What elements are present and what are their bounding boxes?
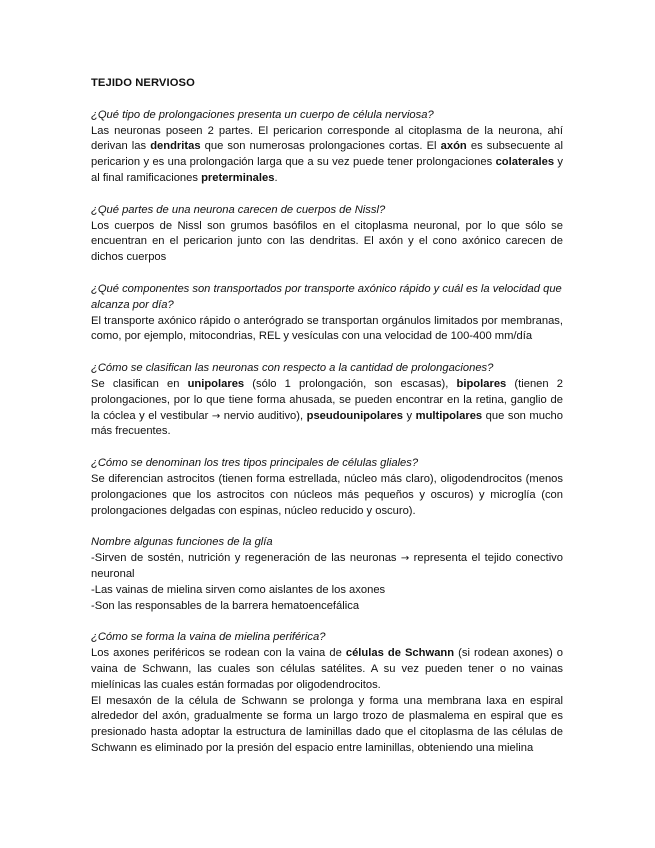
list-item-text: representa el tejido conectivo neuronal (91, 552, 563, 580)
term-pseudounipolares: pseudounipolares (306, 409, 403, 422)
answer-fragment: . (274, 171, 278, 184)
term-unipolares: unipolares (187, 377, 245, 390)
term-multipolares: multipolares (415, 409, 483, 422)
answer-text (91, 377, 563, 440)
question-text: ¿Cómo se clasifican las neuronas con respecto a la cantidad de prolongaciones? (91, 362, 494, 375)
answer-text: Los cuerpos de Nissl son grumos basófilos en el citoplasma neuronal, por lo que sólo se encuentran en el pericarion junto con las dendritas. El axón y el cono axónico carecen de dichos cuerpos (91, 219, 563, 264)
question-text: ¿Qué componentes son transportados por transporte axónico rápido y cuál es la velocidad que alcanza por día? (91, 282, 562, 311)
answer-fragment: Se clasifican en (91, 377, 188, 390)
section-prolongaciones (91, 108, 563, 187)
question-text: ¿Qué tipo de prolongaciones presenta un cuerpo de célula nerviosa? (91, 108, 434, 121)
section-clasificacion-neuronas (91, 361, 563, 440)
answer-text: El transporte axónico rápido o anterógrado se transportan orgánulos limitados por membranas, como, por ejemplo, mitocondrias, REL y vesículas con una velocidad de 100-400 mm/día (91, 314, 563, 343)
term-celulas-schwann: células de Schwann (345, 647, 455, 660)
answer-fragment: Las neuronas poseen 2 partes. El pericarion corresponde al citoplasma de la neurona, ahí derivan las (91, 124, 563, 153)
term-bipolares: bipolares (456, 377, 507, 390)
question-text: ¿Cómo se denominan los tres tipos principales de células gliales? (91, 457, 419, 470)
document-title: TEJIDO NERVIOSO (91, 77, 195, 89)
answer-fragment: es subsecuente al pericarion y es una prolongación larga que a su vez puede tener prolongaciones (91, 140, 564, 169)
answer-fragment: (tienen 2 prolongaciones, por lo que tiene forma ahusada, se pueden encontrar en la retina, ganglio de la cóclea y el vestibular (91, 377, 563, 422)
answer-fragment: (si rodean axones) o vaina de Schwann, las cuales son células satélites. A su vez pueden tener o no vainas mielínicas las cuales están formadas por oligodendrocitos. (91, 647, 563, 691)
answer-text-continued: El mesaxón de la célula de Schwann se prolonga y forma una membrana laxa en espiral alrededor del axón, gradualmente se forma un largo trozo de plasmalema en espiral que es presionado hasta adoptar la estructura de laminillas dado que el citoplasma de las células de Schwann es eliminado por la presión del espacio entre laminillas, obteniendo una mielina (91, 694, 563, 754)
list-item: -Son las responsables de la barrera hematoencefálica (91, 599, 360, 612)
answer-fragment: y (402, 409, 416, 422)
section-funciones-glia (91, 535, 563, 614)
arrow-icon: → (211, 410, 221, 422)
answer-text (91, 124, 563, 187)
list-item-text: -Sirven de sostén, nutrición y regeneración de las neuronas (91, 552, 401, 565)
section-transporte-axonico (91, 282, 563, 345)
answer-fragment: (sólo 1 prolongación, son escasas), (244, 377, 457, 390)
answer-fragment: y al final ramificaciones (91, 156, 564, 184)
question-text: ¿Cómo se forma la vaina de mielina periférica? (91, 631, 326, 644)
list-item: -Las vainas de mielina sirven como aislantes de los axones (91, 583, 386, 596)
section-nissl (91, 203, 563, 266)
question-text: Nombre algunas funciones de la glía (91, 536, 273, 549)
answer-fragment: que son numerosas prolongaciones cortas. El (200, 140, 441, 153)
arrow-icon: → (400, 553, 410, 565)
term-axon: axón (440, 140, 467, 153)
term-preterminales: preterminales (201, 171, 275, 184)
answer-fragment: nervio auditivo), (220, 409, 307, 422)
question-text: ¿Qué partes de una neurona carecen de cuerpos de Nissl? (91, 203, 386, 216)
answer-fragment: Los axones periféricos se rodean con la vaina de (91, 647, 346, 660)
term-colaterales: colaterales (495, 156, 555, 169)
answer-fragment: que son mucho más frecuentes. (91, 409, 563, 438)
section-vaina-mielina (91, 630, 563, 756)
answer-text (91, 646, 563, 693)
document-page (91, 76, 563, 773)
term-dendritas: dendritas (150, 140, 201, 153)
list-item (91, 551, 563, 583)
section-celulas-gliales (91, 456, 563, 519)
answer-text: Se diferencian astrocitos (tienen forma estrellada, núcleo más claro), oligodendrocitos (menos prolongaciones que los astrocitos con núcleos más pequeños y oscuros) y microglía (con prolongaciones delgadas con espinas, núcleo reducido y oscuro). (91, 472, 563, 517)
